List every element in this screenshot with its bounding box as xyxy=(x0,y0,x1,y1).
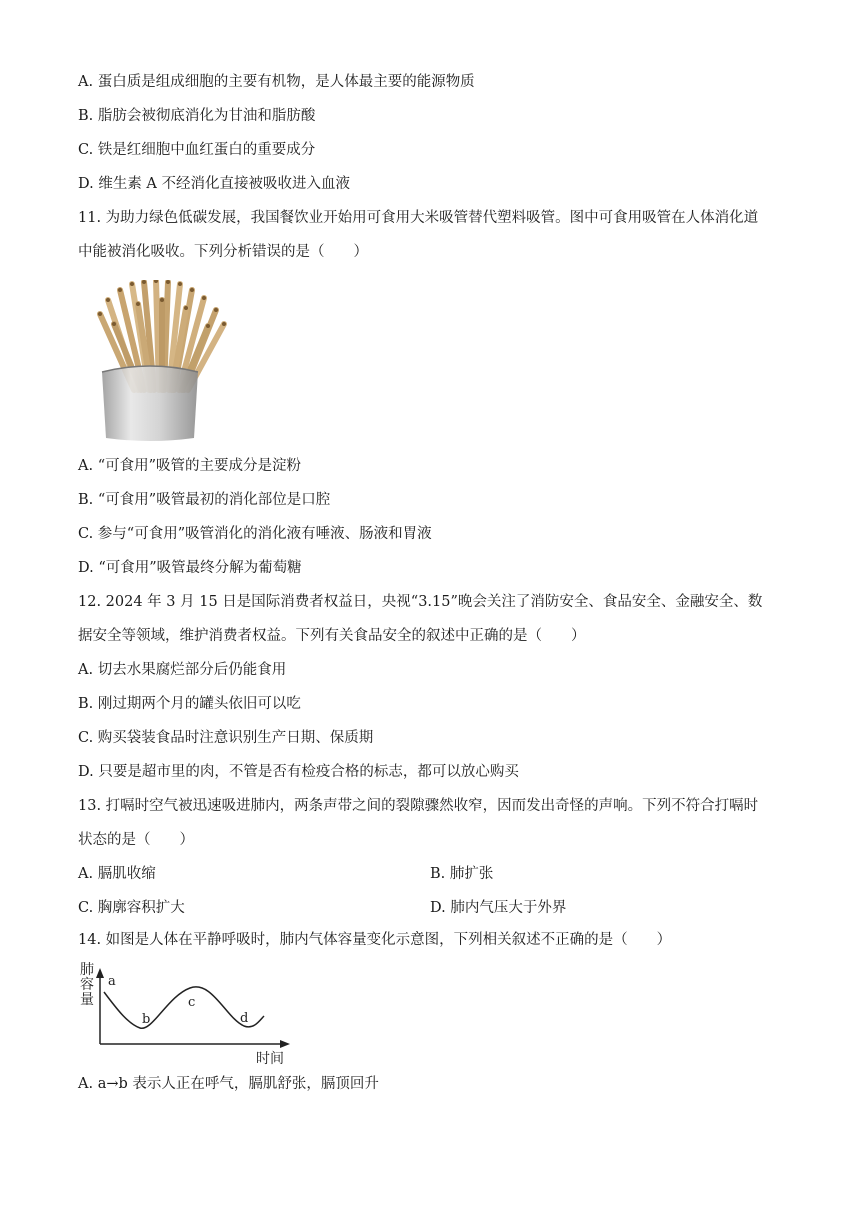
q12-stem-line2: 据安全等领域，维护消费者权益。下列有关食品安全的叙述中正确的是（ ） xyxy=(78,628,586,644)
q10-option-b: B. 脂肪会被彻底消化为甘油和脂肪酸 xyxy=(78,108,316,124)
q13-stem-line2: 状态的是（ ） xyxy=(78,832,194,848)
xlabel: 时间 xyxy=(256,1051,284,1067)
ylabel-char-3: 量 xyxy=(80,992,94,1008)
q12-option-b: B. 刚过期两个月的罐头依旧可以吃 xyxy=(78,696,301,712)
ylabel-char-1: 肺 xyxy=(80,962,94,978)
q11-option-a: A. “可食用”吸管的主要成分是淀粉 xyxy=(78,458,302,474)
point-a-label: a xyxy=(108,974,116,989)
q10-option-a: A. 蛋白质是组成细胞的主要有机物，是人体最主要的能源物质 xyxy=(78,74,475,90)
q10-option-d: D. 维生素 A 不经消化直接被吸收进入血液 xyxy=(78,176,351,192)
q11-option-b: B. “可食用”吸管最初的消化部位是口腔 xyxy=(78,492,331,508)
q11-option-d: D. “可食用”吸管最终分解为葡萄糖 xyxy=(78,560,302,576)
q13-stem-line1: 13. 打嗝时空气被迅速吸进肺内，两条声带之间的裂隙骤然收窄，因而发出奇怪的声响。下列不符合打嗝时 xyxy=(78,798,759,814)
q11-option-c: C. 参与“可食用”吸管消化的消化液有唾液、肠液和胃液 xyxy=(78,526,432,542)
q11-stem-line1: 11. 为助力绿色低碳发展，我国餐饮业开始用可食用大米吸管替代塑料吸管。图中可食用吸管在人体消化道 xyxy=(78,210,759,226)
ylabel-char-2: 容 xyxy=(80,977,94,993)
q13-option-c: C. 胸廓容积扩大 xyxy=(78,900,185,916)
q13-option-d: D. 肺内气压大于外界 xyxy=(430,900,567,916)
q12-option-c: C. 购买袋装食品时注意识别生产日期、保质期 xyxy=(78,730,374,746)
q13-option-b: B. 肺扩张 xyxy=(430,866,494,882)
q14-option-a: A. a→b 表示人正在呼气，膈肌舒张，膈顶回升 xyxy=(78,1076,379,1092)
point-d-label: d xyxy=(240,1011,249,1026)
point-b-label: b xyxy=(142,1012,151,1027)
q13-option-a: A. 膈肌收缩 xyxy=(78,866,156,882)
q11-stem-line2: 中能被消化吸收。下列分析错误的是（ ） xyxy=(78,244,368,260)
q12-option-a: A. 切去水果腐烂部分后仍能食用 xyxy=(78,662,287,678)
point-c-label: c xyxy=(188,995,196,1010)
q12-stem-line1: 12. 2024 年 3 月 15 日是国际消费者权益日，央视“3.15”晚会关注了消防安全、食品安全、金融安全、数 xyxy=(78,594,763,610)
y-axis-arrow xyxy=(96,968,104,978)
q12-option-d: D. 只要是超市里的肉，不管是否有检疫合格的标志，都可以放心购买 xyxy=(78,764,519,780)
q14-stem: 14. 如图是人体在平静呼吸时，肺内气体容量变化示意图，下列相关叙述不正确的是（ ） xyxy=(78,932,672,948)
x-axis-arrow xyxy=(280,1040,290,1048)
q10-option-c: C. 铁是红细胞中血红蛋白的重要成分 xyxy=(78,142,316,158)
edible-straws-photo xyxy=(94,280,234,442)
lung-volume-graph xyxy=(76,958,306,1068)
